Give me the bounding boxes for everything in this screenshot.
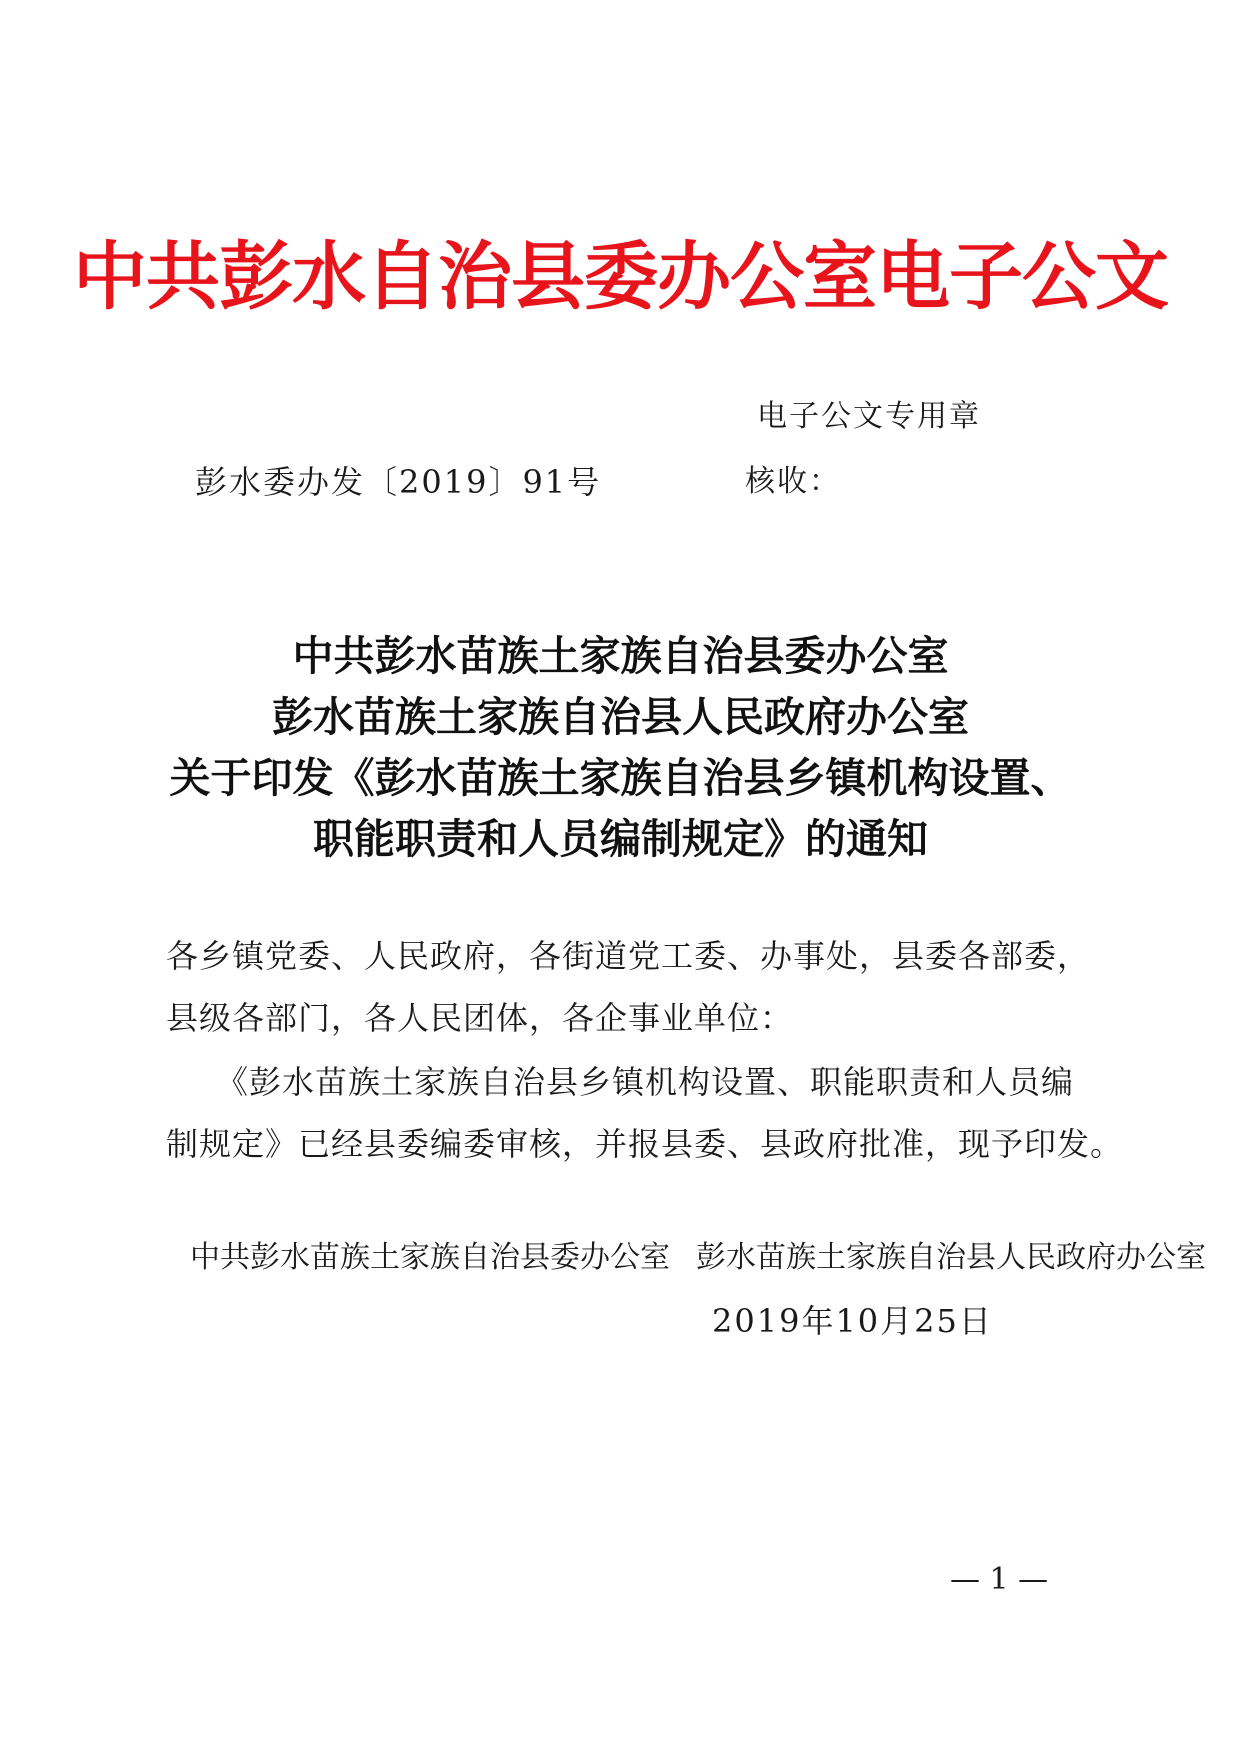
page-number: — 1 —: [950, 1562, 1049, 1597]
issue-date: 2019年10月25日: [712, 1302, 993, 1340]
body-line: 《彭水苗族土家族自治县乡镇机构设置、职能职责和人员编: [166, 1063, 1075, 1101]
issuer-party-office: 中共彭水苗族土家族自治县委办公室: [190, 1240, 670, 1275]
title-line: 中共彭水苗族土家族自治县委办公室: [292, 632, 949, 680]
document-title: [0, 626, 1241, 870]
title-line: 职能职责和人员编制规定》的通知: [313, 815, 928, 863]
body-line: 制规定》已经县委编委审核，并报县委、县政府批准，现予印发。: [166, 1125, 1124, 1163]
recipients: [166, 925, 1091, 1049]
issuers: [190, 1238, 1206, 1278]
title-line: 关于印发《彭水苗族土家族自治县乡镇机构设置、: [169, 754, 1072, 802]
receipt-label: 核收：: [745, 464, 841, 499]
body-paragraph: [166, 1051, 1124, 1175]
seal-label: 电子公文专用章: [757, 399, 981, 434]
recipients-line: 各乡镇党委、人民政府，各街道党工委、办事处，县委各部委，: [166, 937, 1091, 975]
issuer-government-office: 彭水苗族土家族自治县人民政府办公室: [696, 1240, 1206, 1275]
document-header-title: 中共彭水自治县委办公室电子公文: [73, 234, 1168, 320]
title-line: 彭水苗族土家族自治县人民政府办公室: [272, 693, 969, 741]
recipients-line: 县级各部门，各人民团体，各企事业单位：: [166, 999, 794, 1037]
document-number: 彭水委办发〔2019〕91号: [195, 463, 602, 501]
